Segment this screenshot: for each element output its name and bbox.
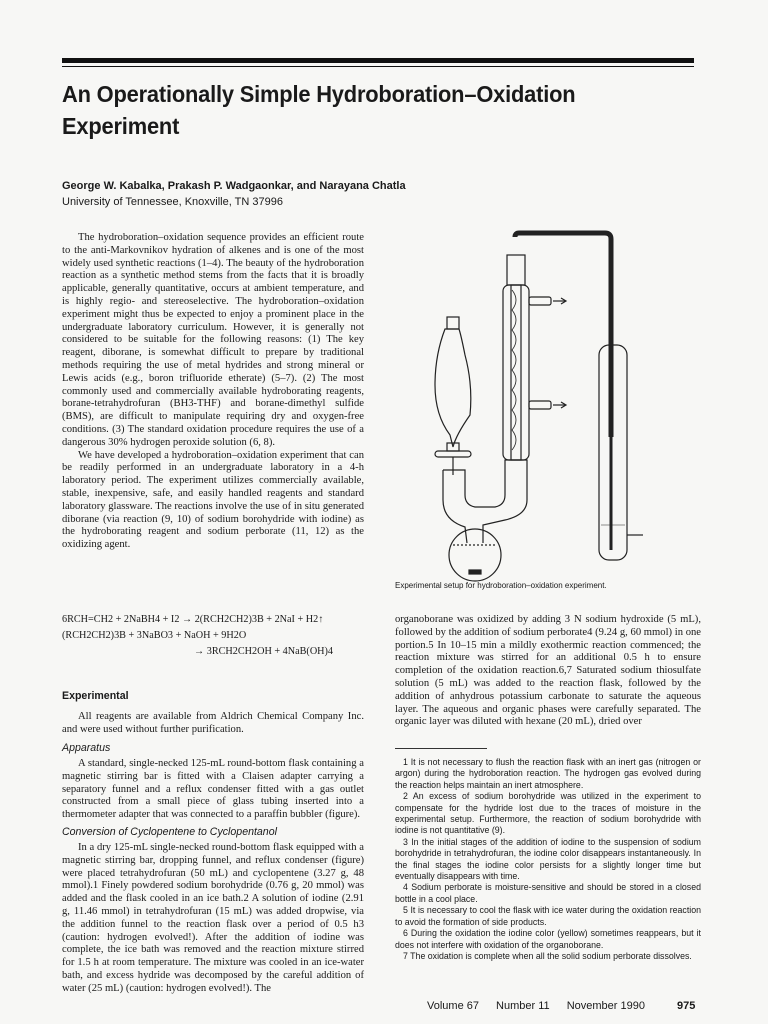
section-heading-experimental: Experimental [62, 690, 129, 702]
article-title [62, 78, 657, 142]
title-line-1: An Operationally Simple Hydroboration–Oxidation [62, 81, 576, 107]
footer-volume: Volume 67 [427, 1000, 479, 1012]
footnote-3: 3 In the initial stages of the addition of iodine to the suspension of sodium borohydride in tetrahydrofuran, the iodine color disappears instantaneously. In the final stages the iodine color persists for a slightly longer time but eventually disappears with time. [395, 836, 701, 882]
apparatus-text-block [62, 758, 364, 822]
intro-paragraph-2: We have developed a hydroboration–oxidation experiment that can be readily performed in an undergraduate laboratory in a 4-h laboratory period. The experiment utilizes commercially available, stable, inexpensive, safe, and easily handled reagents and standard laboratory glassware. The reactions involve the use of in situ generated diborane (via reaction (9, 10) of sodium borohydride with iodine) as the hydroborating reagent and sodium perborate (11, 12) as the oxidizing agent. [62, 449, 364, 551]
section-heading-apparatus: Apparatus [62, 742, 111, 754]
footnote-4: 4 Sodium perborate is moisture-sensitive and should be stored in a closed bottle in a cool place. [395, 882, 701, 904]
section-heading-conversion: Conversion of Cyclopentene to Cyclopentanol [62, 826, 277, 838]
header-rule-thin [62, 66, 694, 67]
separatory-funnel [435, 329, 471, 447]
conversion-text: In a dry 125-mL single-necked round-bottom flask equipped with a magnetic stirring bar, dropping funnel, and reflux condenser (figure) were placed tetrahydrofuran (50 mL) and cyclopentene (3.27 g, 48 mmol).1 Finely powdered sodium borohydride (0.76 g, 20 mmol) was added and the flask cooled in an ice bath.2 A solution of iodine (2.91 g, 11.46 mmol) in tetrahydrofuran (15 mL) was added dropwise, via the addition funnel to the reaction flask over a period of 0.5 h3 (caution: hydrogen evolved!). After the addition of iodine was complete, the ice bath was removed and the reaction mixture stirred for 1.5 h at room temperature. The mixture was cooled in an ice-water bath, and excess hydride was decomposed by the careful addition of water (25 mL) (caution: hydrogen evolved!). The [62, 842, 364, 994]
figure-caption: Experimental setup for hydroboration–oxidation experiment. [395, 581, 607, 590]
apparatus-text: A standard, single-necked 125-mL round-bottom flask containing a magnetic stirring bar is fitted with a Claisen adapter carrying a separatory funnel and a reflux condenser fitted with a gas outlet constructed from a small piece of glass tubing inserted into a thermometer adapter that was connected to a paraffin bubbler (figure). [62, 758, 364, 821]
right-column-text: organoborane was oxidized by adding 3 N sodium hydroxide (5 mL), followed by the addition of sodium perborate4 (9.24 g, 60 mmol) in one portion.5 In 10–15 min a mildly exothermic reaction commenced; the reaction mixture was stirred for an additional 0.5 h to ensure completion of the oxidation reaction.6,7 Saturated sodium thiosulfate solution (5 mL) was added to the reaction flask, followed by the addition of anhydrous potassium carbonate to saturate the aqueous layer. The aqueous and organic phases were carefully separated. The organic layer was diluted with hexane (20 mL), dried over [395, 614, 701, 728]
reflux-condenser [503, 285, 529, 460]
affiliation: University of Tennessee, Knoxville, TN 37996 [62, 196, 283, 208]
footnote-1: 1 It is not necessary to flush the reaction flask with an inert gas (nitrogen or argon) during the hydroboration reaction. The hydrogen gas evolved during the reaction helps maintain an inert atmosphere. [395, 757, 701, 790]
intro-column [62, 232, 364, 552]
stopcock [435, 451, 471, 457]
page-footer [427, 1000, 696, 1012]
equation-3: → 3RCH2CH2OH + 4NaB(OH)4 [194, 646, 334, 657]
footnote-7: 7 The oxidation is complete when all the solid sodium perborate dissolves. [403, 950, 692, 961]
intro-paragraph-1: The hydroboration–oxidation sequence provides an efficient route to the anti-Markovnikov hydration of alkenes and is one of the most widely used synthetic reactions (1–4). The beauty of the hydroboration reaction as a synthetic method stems from the facts that it is broadly applicable, generally quantitative, occurs at ambient temperature, and is highly regio- and stereoselective. The hydroboration–oxidation experiment might thus be expected to enjoy a prominent place in the undergraduate laboratory curriculum. However, it is generally not considered to be suitable for the following reasons: (1) The key reagent, diborane, is somewhat difficult to prepare by traditional methods requiring the use of metal hydrides and strong mineral or Lewis acids (e.g., boron trifluoride etherate) (5–7). (2) The most commonly used and commercially available hydroborating reagents, borane-tetrahydrofuran (BH3-THF) and borane-dimethyl sulfide (BMS), are difficult to manipulate requiring dry and oxygen-free conditions. (3) The standard oxidation procedure requires the use of a dangerous 30% hydrogen peroxide solution (6, 8). [62, 232, 364, 448]
footnote-2: 2 An excess of sodium borohydride was utilized in the experiment to compensate for the hydride lost due to the traces of moisture in the experimental setup. Furthermore, the reaction of sodium borohydride with iodine is not quantitative (9). [395, 791, 701, 836]
right-column-text-block [395, 614, 701, 729]
page-number: 975 [677, 1000, 696, 1012]
water-outlet [529, 297, 551, 305]
footnote-6: 6 During the oxidation the iodine color (yellow) sometimes reappears, but it does not interfere with oxidation of the organoborane. [395, 928, 701, 950]
apparatus-figure [395, 225, 705, 585]
experimental-text-block [62, 711, 364, 737]
authors: George W. Kabalka, Prakash P. Wadgaonkar, and Narayana Chatla [62, 180, 406, 192]
stir-bar [469, 570, 481, 574]
funnel-stopper [447, 317, 459, 329]
thermometer-adapter [507, 255, 525, 285]
footnote-5: 5 It is necessary to cool the flask with ice water during the oxidation reaction to avoid the formation of side products. [395, 905, 701, 927]
footnote-rule [395, 748, 487, 749]
header-rule-thick [62, 58, 694, 63]
water-inlet [529, 401, 551, 409]
reaction-equations [62, 612, 367, 660]
experimental-text: All reagents are available from Aldrich Chemical Company Inc. and were used without further purification. [62, 711, 364, 735]
equation-1: 6RCH=CH2 + 2NaBH4 + I2 → 2(RCH2CH2)3B + 2NaI + H2↑ [62, 614, 324, 625]
footnotes [395, 757, 701, 962]
footer-date: November 1990 [566, 1000, 645, 1012]
conversion-text-block [62, 842, 364, 996]
title-line-2: Experiment [62, 113, 180, 139]
footer-number: Number 11 [496, 1000, 550, 1012]
equation-2: (RCH2CH2)3B + 3NaBO3 + NaOH + 9H2O [62, 630, 247, 641]
